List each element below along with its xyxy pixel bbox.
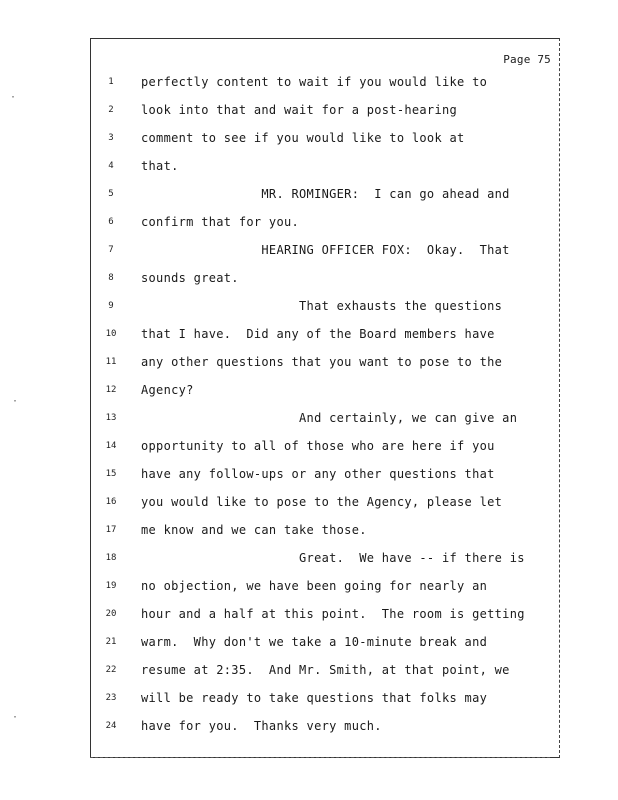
line-number: 24 xyxy=(105,721,117,731)
line-number: 12 xyxy=(105,385,117,395)
line-text: And certainly, we can give an xyxy=(141,411,518,425)
transcript-line xyxy=(91,353,561,373)
line-number: 16 xyxy=(105,497,117,507)
line-text: hour and a half at this point. The room is getting xyxy=(141,607,525,621)
transcript-line xyxy=(91,689,561,709)
line-text: resume at 2:35. And Mr. Smith, at that point, we xyxy=(141,663,510,677)
transcript-line xyxy=(91,717,561,737)
bottom-rule xyxy=(90,757,550,758)
transcript-line xyxy=(91,633,561,653)
margin-tick-mark: · xyxy=(12,712,19,723)
line-number: 19 xyxy=(105,581,117,591)
line-text: That exhausts the questions xyxy=(141,299,503,313)
transcript-line xyxy=(91,549,561,569)
line-text: opportunity to all of those who are here if you xyxy=(141,439,495,453)
line-text: confirm that for you. xyxy=(141,215,300,229)
line-number: 18 xyxy=(105,553,117,563)
line-text: look into that and wait for a post-hearing xyxy=(141,103,458,117)
line-number: 17 xyxy=(105,525,117,535)
line-text: sounds great. xyxy=(141,271,239,285)
transcript-line xyxy=(91,101,561,121)
transcript-line xyxy=(91,437,561,457)
line-number: 4 xyxy=(108,161,114,171)
line-text: me know and we can take those. xyxy=(141,523,367,537)
line-text: HEARING OFFICER FOX: Okay. That xyxy=(141,243,510,257)
transcript-line xyxy=(91,381,561,401)
line-text: have for you. Thanks very much. xyxy=(141,719,382,733)
line-number: 20 xyxy=(105,609,117,619)
line-number: 22 xyxy=(105,665,117,675)
margin-tick-mark: · xyxy=(10,92,17,103)
line-number: 5 xyxy=(108,189,114,199)
line-number: 13 xyxy=(105,413,117,423)
margin-tick-mark: · xyxy=(12,396,19,407)
transcript-line xyxy=(91,241,561,261)
line-number: 2 xyxy=(108,105,114,115)
line-number: 8 xyxy=(108,273,114,283)
transcript-line xyxy=(91,73,561,93)
line-text: no objection, we have been going for nearly an xyxy=(141,579,488,593)
line-text: will be ready to take questions that folks may xyxy=(141,691,488,705)
line-number: 1 xyxy=(108,77,114,87)
line-text: any other questions that you want to pose to the xyxy=(141,355,503,369)
transcript-page xyxy=(90,38,560,758)
line-text: that. xyxy=(141,159,179,173)
line-text: MR. ROMINGER: I can go ahead and xyxy=(141,187,510,201)
line-text: perfectly content to wait if you would like to xyxy=(141,75,488,89)
transcript-line xyxy=(91,297,561,317)
line-text: Agency? xyxy=(141,383,194,397)
page-number: Page 75 xyxy=(503,53,551,66)
line-text: you would like to pose to the Agency, please let xyxy=(141,495,503,509)
line-number: 11 xyxy=(105,357,117,367)
transcript-line xyxy=(91,521,561,541)
line-number: 10 xyxy=(105,329,117,339)
transcript-line xyxy=(91,185,561,205)
line-text: that I have. Did any of the Board members have xyxy=(141,327,495,341)
transcript-line xyxy=(91,493,561,513)
line-number: 21 xyxy=(105,637,117,647)
transcript-line xyxy=(91,213,561,233)
transcript-line xyxy=(91,465,561,485)
line-text: have any follow-ups or any other questions that xyxy=(141,467,495,481)
transcript-line xyxy=(91,409,561,429)
transcript-line xyxy=(91,661,561,681)
transcript-line xyxy=(91,269,561,289)
transcript-line xyxy=(91,325,561,345)
line-number: 14 xyxy=(105,441,117,451)
line-text: warm. Why don't we take a 10-minute break and xyxy=(141,635,488,649)
line-number: 3 xyxy=(108,133,114,143)
line-number: 6 xyxy=(108,217,114,227)
line-text: Great. We have -- if there is xyxy=(141,551,525,565)
line-number: 9 xyxy=(108,301,114,311)
line-text: comment to see if you would like to look at xyxy=(141,131,465,145)
transcript-line xyxy=(91,577,561,597)
line-number: 7 xyxy=(108,245,114,255)
line-number: 23 xyxy=(105,693,117,703)
transcript-line xyxy=(91,129,561,149)
transcript-line xyxy=(91,605,561,625)
transcript-line xyxy=(91,157,561,177)
line-number: 15 xyxy=(105,469,117,479)
